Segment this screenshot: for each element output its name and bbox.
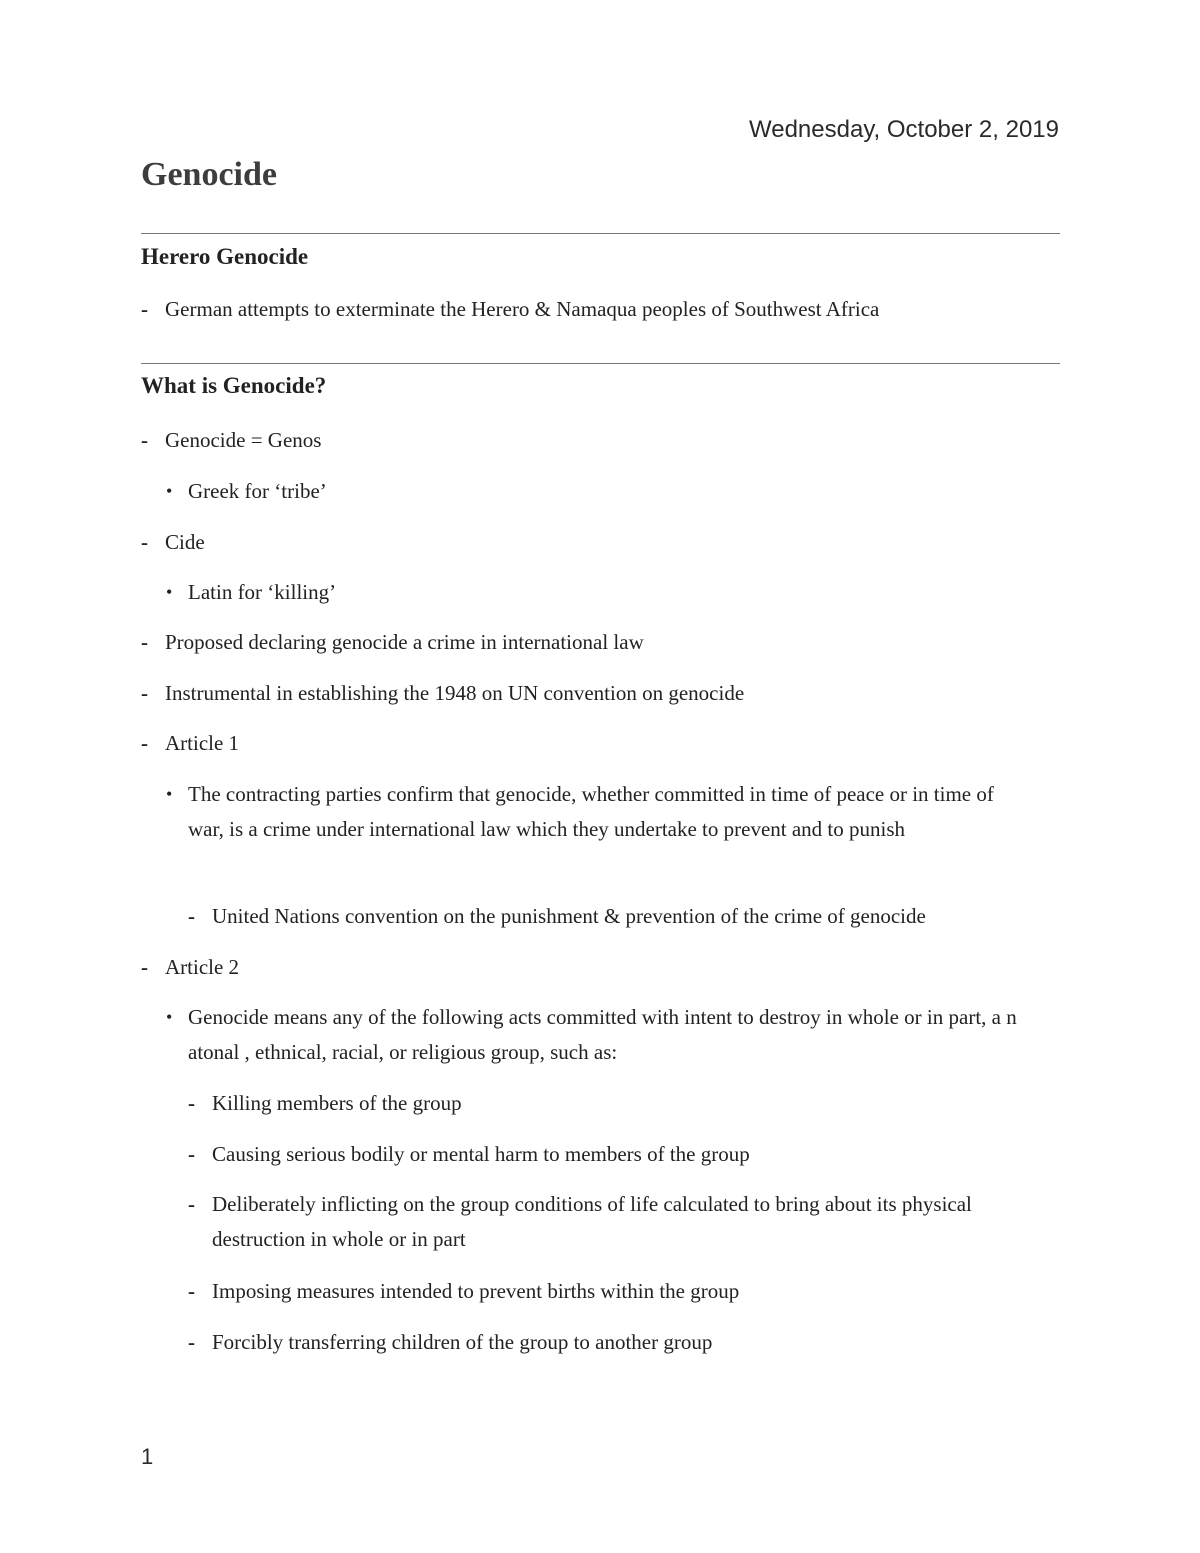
list-item-text: Imposing measures intended to prevent births within the group: [212, 1279, 740, 1303]
sub-list-item: [166, 474, 1060, 509]
sub-sub-list-item: [188, 1325, 1060, 1360]
dash-marker: -: [141, 630, 148, 654]
bullet-marker: •: [166, 1007, 173, 1027]
list-item: [141, 525, 1060, 560]
note-date: Wednesday, October 2, 2019: [749, 116, 1059, 143]
list-item-text: Causing serious bodily or mental harm to members of the group: [212, 1142, 750, 1166]
dash-marker: -: [188, 1142, 195, 1166]
list-item-text: Proposed declaring genocide a crime in international law: [165, 630, 644, 654]
dash-marker: -: [141, 955, 148, 979]
list-item: [141, 950, 1060, 985]
list-item-text: Deliberately inflicting on the group conditions of life calculated to bring about its physical destruction in whole or in part: [212, 1192, 972, 1251]
list-item-text: Forcibly transferring children of the group to another group: [212, 1330, 713, 1354]
list-item-text: Instrumental in establishing the 1948 on UN convention on genocide: [165, 681, 745, 705]
list-item-text: The contracting parties confirm that genocide, whether committed in time of peace or in time of war, is a crime under international law which they undertake to prevent and to punish: [188, 782, 994, 841]
sub-sub-list-item: [188, 1274, 1060, 1309]
dash-marker: -: [141, 530, 148, 554]
sub-sub-list-item: [188, 1086, 1060, 1121]
bullet-marker: •: [166, 784, 173, 804]
dash-marker: -: [141, 681, 148, 705]
dash-marker: -: [188, 1091, 195, 1115]
section-divider: [141, 233, 1060, 234]
sub-list-item: [166, 1000, 1046, 1070]
section-heading-what-is-genocide: What is Genocide?: [141, 373, 327, 398]
list-item-text: Genocide means any of the following acts committed with intent to destroy in whole or in part, a n atonal , ethnical, racial, or religious group, such as:: [188, 1005, 1017, 1064]
dash-marker: -: [188, 1330, 195, 1354]
sub-sub-list-item: [188, 1137, 1060, 1172]
list-item-text: Latin for ‘killing’: [188, 580, 337, 604]
section-heading-herero: Herero Genocide: [141, 244, 309, 269]
dash-marker: -: [141, 731, 148, 755]
dash-marker: -: [141, 428, 148, 452]
dash-marker: -: [188, 1279, 195, 1303]
list-item-text: Killing members of the group: [212, 1091, 462, 1115]
page-title: Genocide: [141, 156, 277, 193]
list-item-text: Cide: [165, 530, 205, 554]
sub-sub-list-item: [188, 1187, 1002, 1257]
sub-sub-list-item: [188, 899, 1060, 934]
sub-list-item: [166, 575, 1060, 610]
list-item: [141, 423, 1060, 458]
list-item: [141, 292, 1060, 327]
dash-marker: -: [141, 297, 148, 321]
list-item-text: Greek for ‘tribe’: [188, 479, 327, 503]
list-item-text: Article 1: [165, 731, 240, 755]
dash-marker: -: [188, 1192, 195, 1216]
list-item: [141, 625, 1060, 660]
dash-marker: -: [188, 904, 195, 928]
section-divider: [141, 363, 1060, 364]
page-number: 1: [141, 1444, 154, 1469]
sub-list-item: [166, 777, 1028, 847]
list-item-text: United Nations convention on the punishment & prevention of the crime of genocide: [212, 904, 926, 928]
list-item-text: Genocide = Genos: [165, 428, 322, 452]
bullet-marker: •: [166, 582, 173, 602]
list-item: [141, 676, 1060, 711]
bullet-marker: •: [166, 481, 173, 501]
list-item: [141, 726, 1060, 761]
list-item-text: German attempts to exterminate the Herero & Namaqua peoples of Southwest Africa: [165, 297, 880, 321]
list-item-text: Article 2: [165, 955, 240, 979]
